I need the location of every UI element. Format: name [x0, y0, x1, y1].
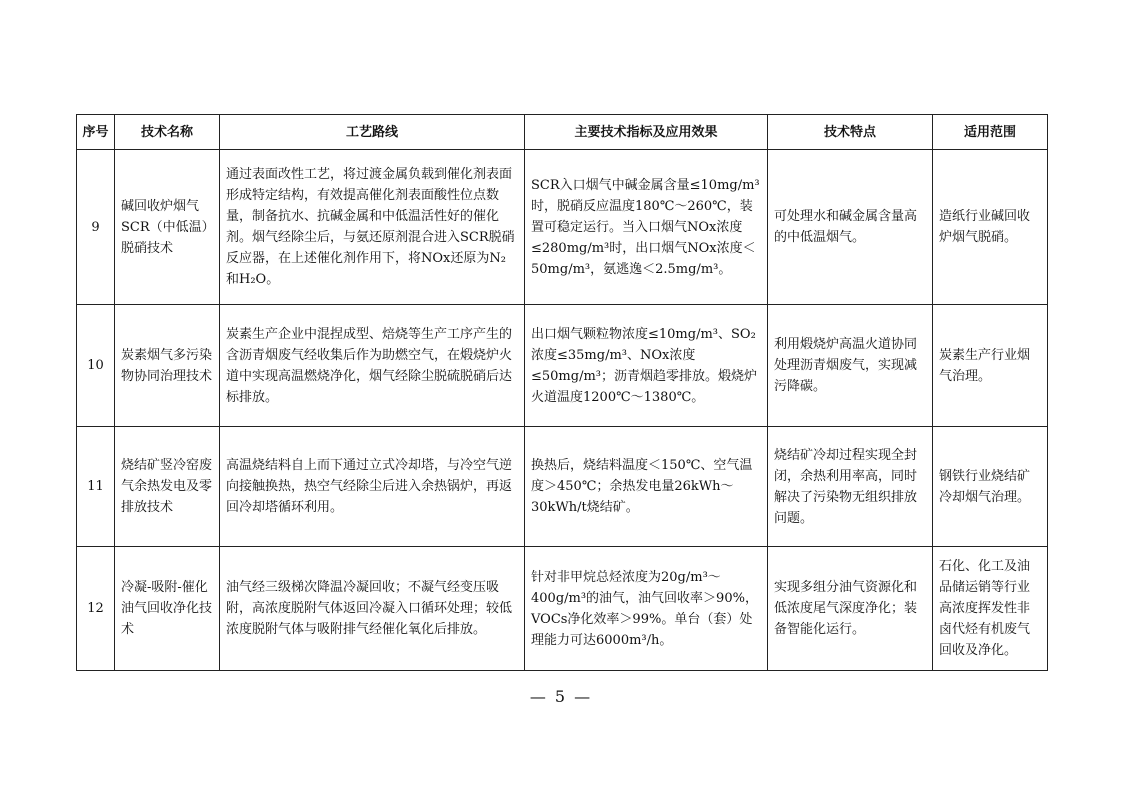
table-row	[77, 150, 1048, 305]
row-no: 9	[77, 150, 115, 305]
row-indicators: 换热后，烧结料温度＜150℃、空气温度＞450℃；余热发电量26kWh～30kWh/t烧结矿。	[525, 427, 768, 547]
row-scope: 钢铁行业烧结矿冷却烟气治理。	[933, 427, 1048, 547]
page-number: — 5 —	[529, 687, 593, 706]
row-indicators: 出口烟气颗粒物浓度≤10mg/m³、SO₂浓度≤35mg/m³、NOx浓度≤50mg/m³；沥青烟趋零排放。煅烧炉火道温度1200℃～1380℃。	[525, 305, 768, 427]
table-header-row	[77, 115, 1048, 150]
table-row	[77, 427, 1048, 547]
table-row	[77, 305, 1048, 427]
table-row	[77, 547, 1048, 671]
row-name: 冷凝-吸附-催化油气回收净化技术	[115, 547, 220, 671]
header-name: 技术名称	[115, 115, 220, 150]
row-features: 实现多组分油气资源化和低浓度尾气深度净化；装备智能化运行。	[768, 547, 933, 671]
row-no: 12	[77, 547, 115, 671]
header-indicators: 主要技术指标及应用效果	[525, 115, 768, 150]
row-features: 利用煅烧炉高温火道协同处理沥青烟废气，实现减污降碳。	[768, 305, 933, 427]
header-process: 工艺路线	[220, 115, 525, 150]
row-process: 炭素生产企业中混捏成型、焙烧等生产工序产生的含沥青烟废气经收集后作为助燃空气，在煅烧炉火道中实现高温燃烧净化，烟气经除尘脱硫脱硝后达标排放。	[220, 305, 525, 427]
row-scope: 石化、化工及油品储运销等行业高浓度挥发性非卤代烃有机废气回收及净化。	[933, 547, 1048, 671]
row-indicators: SCR入口烟气中碱金属含量≤10mg/m³时，脱硝反应温度180℃～260℃，装置可稳定运行。当入口烟气NOx浓度≤280mg/m³时，出口烟气NOx浓度＜50mg/m³，氨逃逸＜2.5mg/m³。	[525, 150, 768, 305]
row-name: 碱回收炉烟气SCR（中低温）脱硝技术	[115, 150, 220, 305]
row-name: 炭素烟气多污染物协同治理技术	[115, 305, 220, 427]
row-no: 11	[77, 427, 115, 547]
header-features: 技术特点	[768, 115, 933, 150]
row-name: 烧结矿竖冷窑废气余热发电及零排放技术	[115, 427, 220, 547]
header-no: 序号	[77, 115, 115, 150]
row-indicators: 针对非甲烷总烃浓度为20g/m³～400g/m³的油气，油气回收率＞90%，VOCs净化效率＞99%。单台（套）处理能力可达6000m³/h。	[525, 547, 768, 671]
row-features: 烧结矿冷却过程实现全封闭，余热利用率高，同时解决了污染物无组织排放问题。	[768, 427, 933, 547]
row-features: 可处理水和碱金属含量高的中低温烟气。	[768, 150, 933, 305]
row-no: 10	[77, 305, 115, 427]
row-process: 通过表面改性工艺，将过渡金属负载到催化剂表面形成特定结构，有效提高催化剂表面酸性位点数量，制备抗水、抗碱金属和中低温活性好的催化剂。烟气经除尘后，与氨还原剂混合进入SCR脱硝反应器，在上述催化剂作用下，将NOx还原为N₂和H₂O。	[220, 150, 525, 305]
technology-table	[76, 114, 1048, 671]
row-scope: 炭素生产行业烟气治理。	[933, 305, 1048, 427]
row-process: 高温烧结料自上而下通过立式冷却塔，与冷空气逆向接触换热，热空气经除尘后进入余热锅炉，再返回冷却塔循环利用。	[220, 427, 525, 547]
row-scope: 造纸行业碱回收炉烟气脱硝。	[933, 150, 1048, 305]
row-process: 油气经三级梯次降温冷凝回收；不凝气经变压吸附，高浓度脱附气体返回冷凝入口循环处理；较低浓度脱附气体与吸附排气经催化氧化后排放。	[220, 547, 525, 671]
header-scope: 适用范围	[933, 115, 1048, 150]
